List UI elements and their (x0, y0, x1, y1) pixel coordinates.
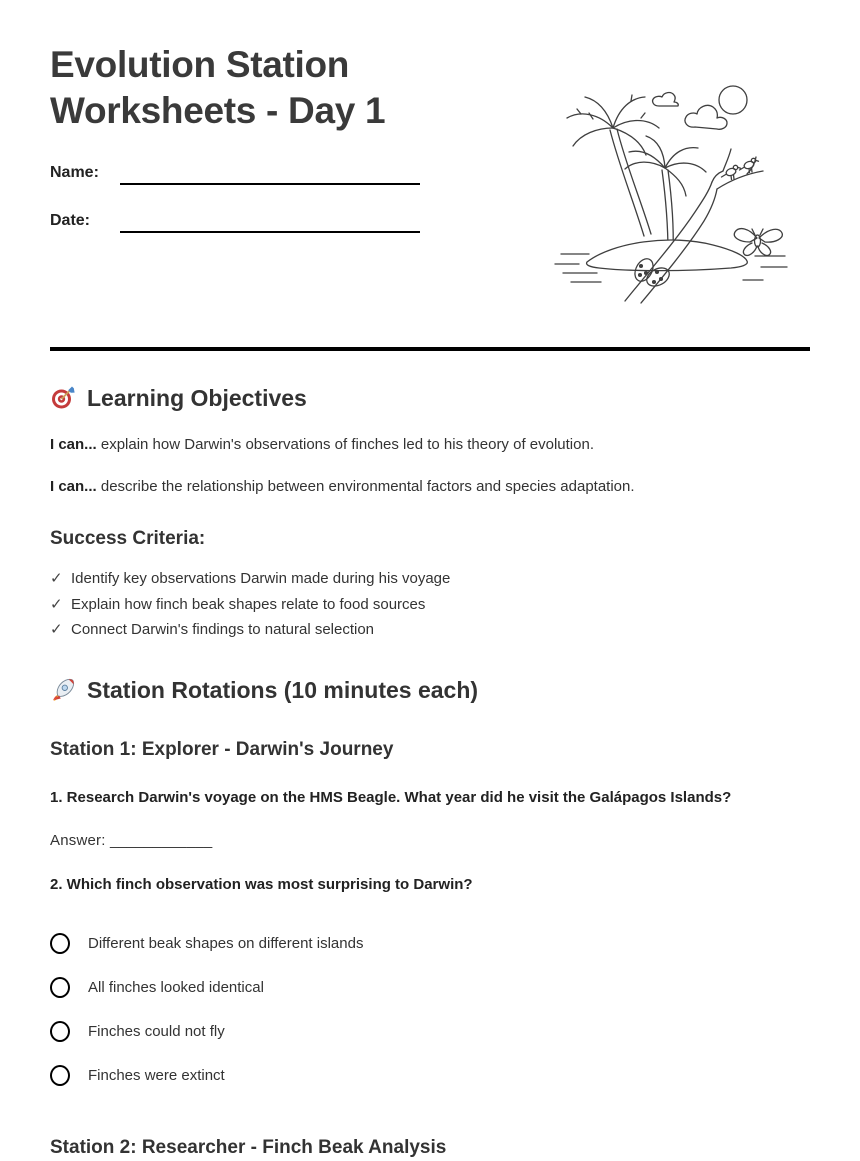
date-input-line[interactable] (120, 215, 420, 233)
objective-item (50, 477, 810, 497)
question2-options (50, 933, 810, 1086)
header (50, 42, 810, 305)
ican-prefix: I can... (50, 478, 97, 495)
success-criteria-list (50, 566, 810, 643)
date-label: Date: (50, 212, 91, 229)
radio-option[interactable] (50, 1021, 810, 1042)
date-field (50, 209, 520, 230)
station1-question1: 1. Research Darwin's voyage on the HMS Beagle. What year did he visit the Galápagos Islands? (50, 788, 732, 806)
criteria-text: Connect Darwin's findings to natural selection (71, 621, 375, 638)
name-input-line[interactable] (120, 167, 420, 185)
name-field (50, 161, 520, 182)
rotations-heading-text: Station Rotations (10 minutes each) (87, 676, 479, 703)
objectives-heading-text: Learning Objectives (87, 385, 307, 411)
island-illustration (547, 70, 802, 305)
success-criteria-heading: Success Criteria: (50, 528, 206, 549)
header-left (50, 42, 520, 257)
criteria-item (50, 566, 810, 592)
radio-option[interactable] (50, 933, 810, 954)
objective-text: explain how Darwin's observations of finches led to his theory of evolution. (100, 436, 594, 453)
section-divider (50, 347, 810, 351)
target-icon (50, 385, 76, 411)
option-label: Finches were extinct (88, 1066, 225, 1084)
criteria-item (50, 617, 810, 643)
criteria-item (50, 592, 810, 618)
station1-answer-row (50, 832, 810, 849)
station1-question2: 2. Which finch observation was most surprising to Darwin? (50, 875, 473, 893)
radio-circle-icon[interactable] (50, 933, 70, 954)
check-icon: ✓ (50, 621, 63, 638)
option-label: Finches could not fly (88, 1022, 225, 1040)
cloud-icon (685, 105, 727, 129)
rotations-heading (50, 675, 810, 705)
rocket-icon (50, 677, 76, 703)
answer-blank[interactable]: ____________ (109, 831, 213, 849)
criteria-text: Identify key observations Darwin made during his voyage (71, 570, 451, 587)
radio-circle-icon[interactable] (50, 1021, 70, 1042)
radio-option[interactable] (50, 1065, 810, 1086)
objective-item (50, 435, 810, 455)
radio-circle-icon[interactable] (50, 977, 70, 998)
station1-heading: Station 1: Explorer - Darwin's Journey (50, 738, 394, 760)
cloud-icon (653, 93, 679, 106)
objectives-heading (50, 383, 810, 413)
moth-icon (734, 229, 782, 256)
option-label: Different beak shapes on different islands (88, 934, 364, 952)
check-icon: ✓ (50, 595, 63, 613)
answer-label: Answer: (50, 831, 106, 849)
ican-prefix: I can... (50, 436, 97, 453)
header-illustration (547, 70, 802, 305)
radio-option[interactable] (50, 977, 810, 998)
page-title: Evolution Station Worksheets - Day 1 (50, 44, 386, 131)
objective-text: describe the relationship between environmental factors and species adaptation. (100, 478, 635, 495)
criteria-text: Explain how finch beak shapes relate to food sources (71, 595, 426, 613)
station2-heading: Station 2: Researcher - Finch Beak Analysis (50, 1136, 447, 1158)
option-label: All finches looked identical (88, 978, 264, 996)
name-label: Name: (50, 164, 99, 181)
bird-icon (740, 158, 759, 172)
radio-circle-icon[interactable] (50, 1065, 70, 1086)
check-icon: ✓ (50, 570, 63, 587)
sun-icon (719, 86, 747, 114)
